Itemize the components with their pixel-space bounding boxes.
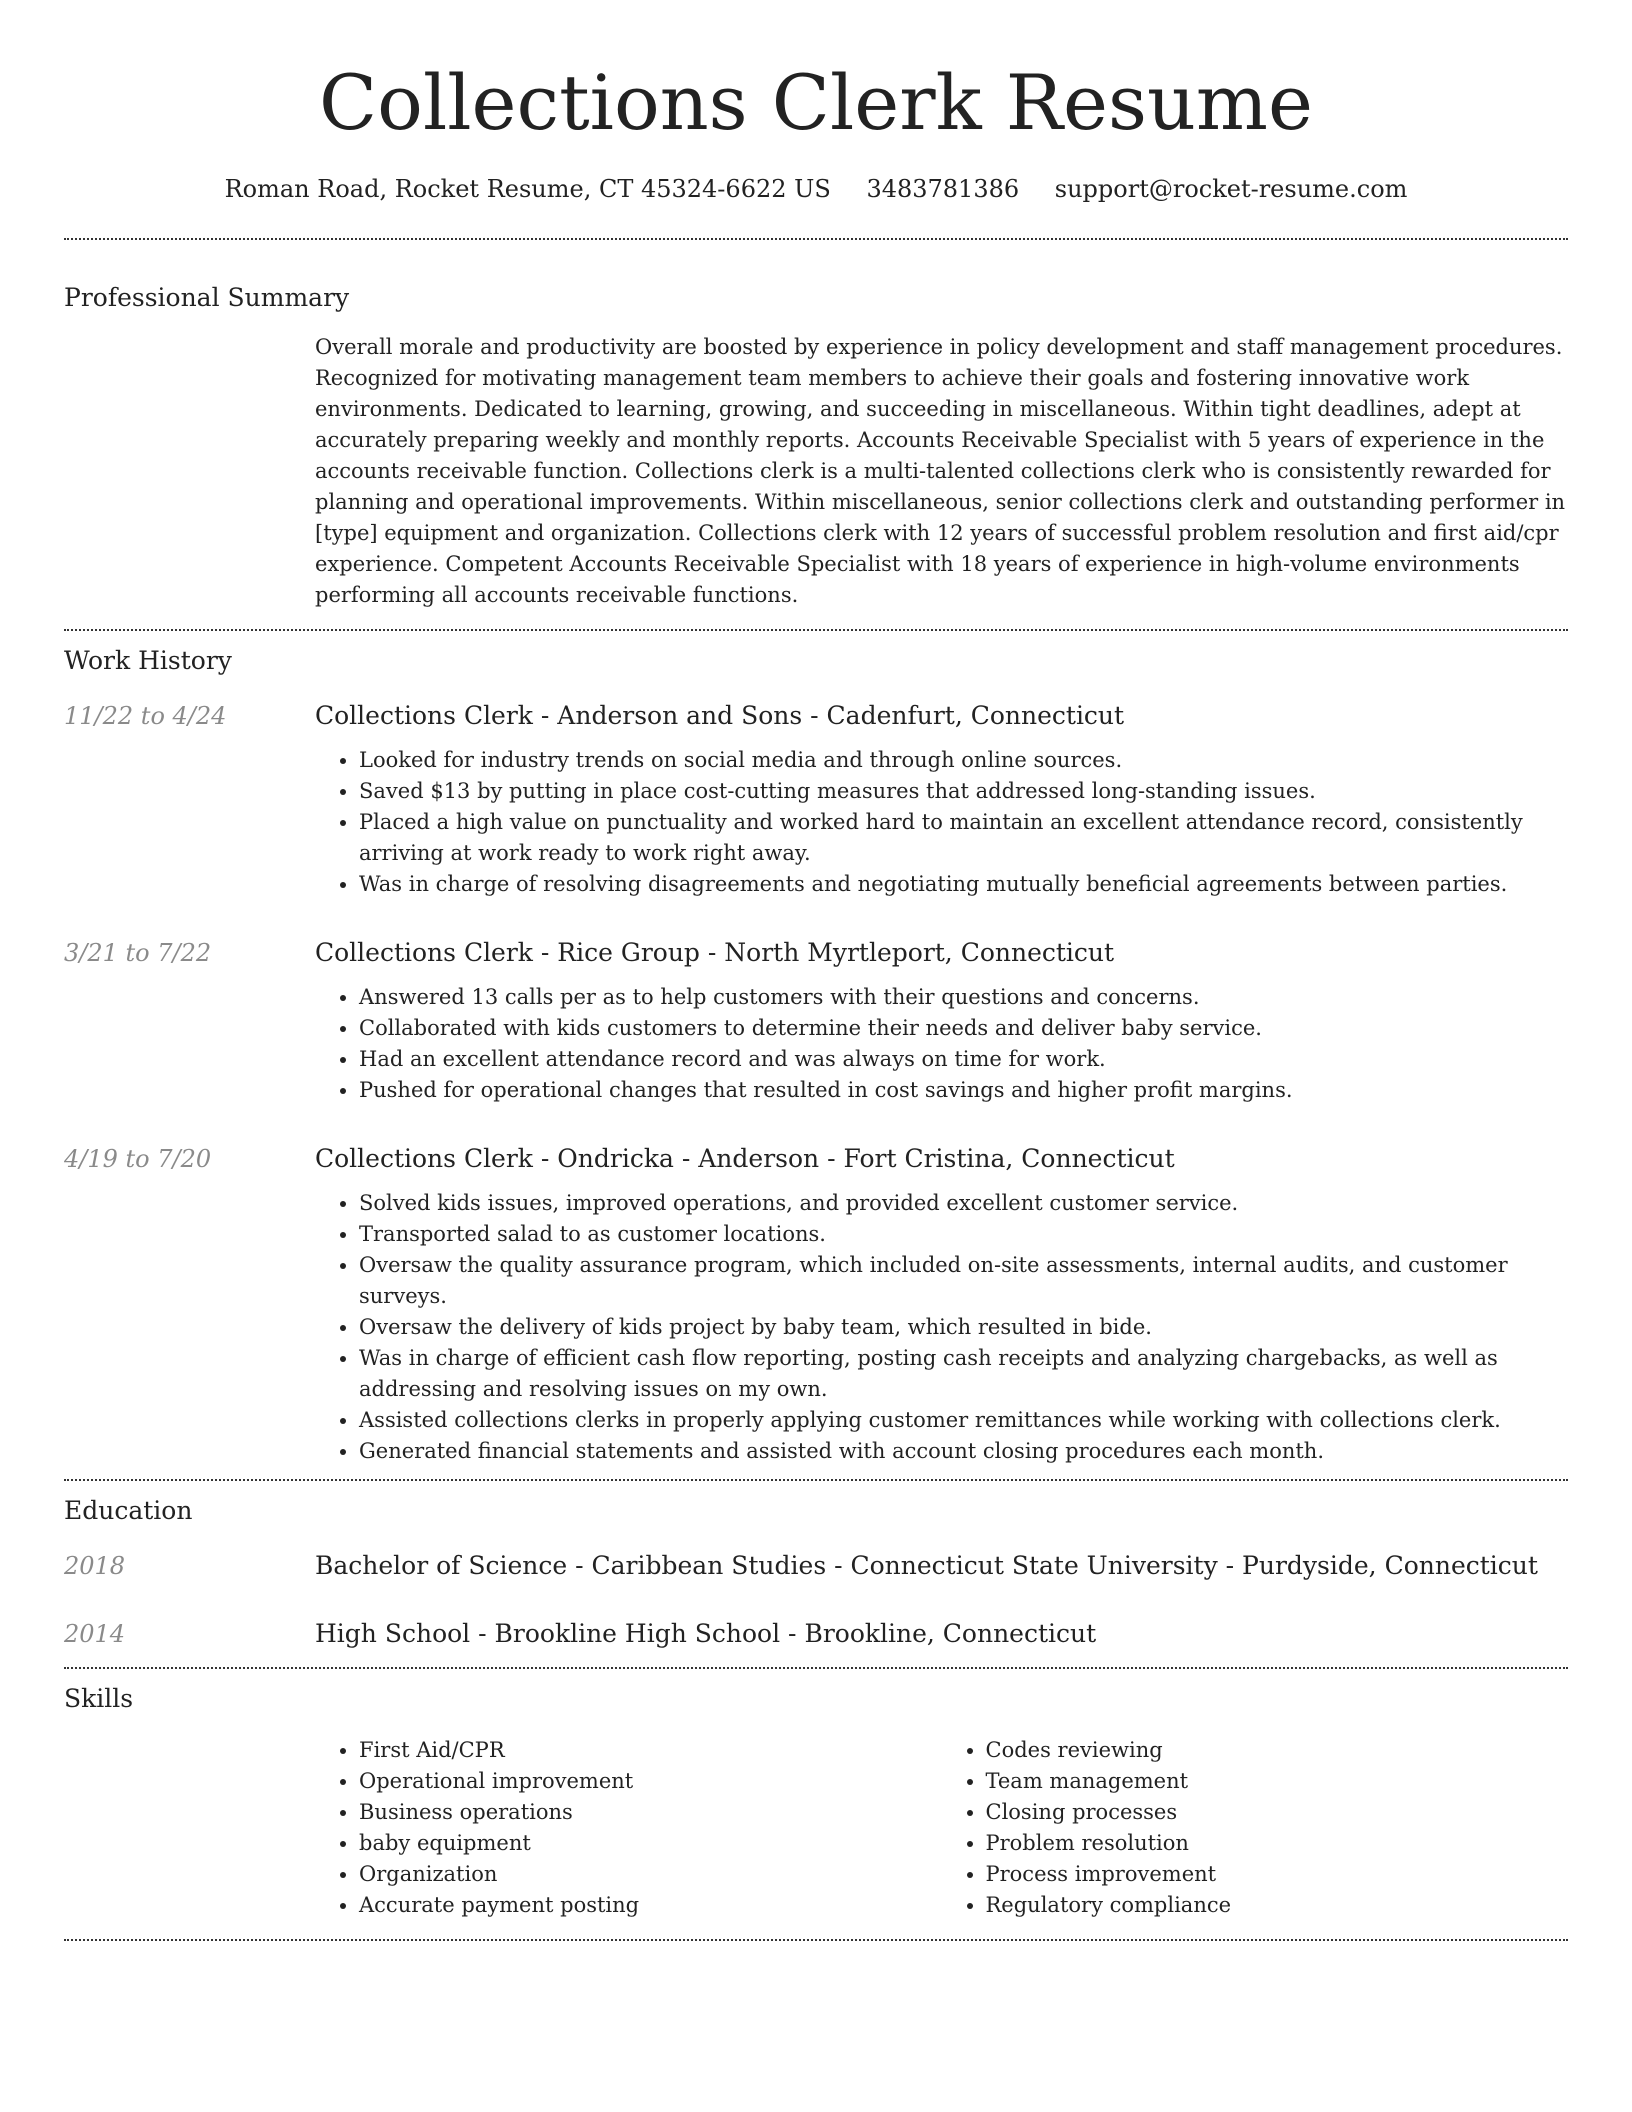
skill-item: • Closing processes (986, 1797, 1569, 1828)
job-title: Collections Clerk - Ondricka - Anderson - Fort Cristina, Connecticut (315, 1144, 1175, 1173)
list-item: • Collaborated with kids customers to determine their needs and deliver baby service. (359, 1013, 1568, 1044)
list-item: • Looked for industry trends on social media and through online sources. (359, 745, 1568, 776)
education-entry (64, 1617, 1568, 1651)
list-item: • Solved kids issues, improved operations, and provided excellent customer service. (359, 1188, 1568, 1219)
education-year: 2018 (64, 1552, 126, 1580)
list-item: • Generated financial statements and assisted with account closing procedures each month. (359, 1436, 1568, 1467)
list-item: • Oversaw the delivery of kids project by baby team, which resulted in bide. (359, 1312, 1568, 1343)
contact-email: support@rocket-resume.com (1054, 175, 1408, 203)
job-entry (64, 1142, 1568, 1467)
summary-text: Overall morale and productivity are boosted by experience in policy development and staff management procedures. Recognized for motivating management team members to achieve their goals and fostering innovative work environments. Dedicated to learning, growing, and succeeding in miscellaneous. Within tight deadlines, adept at accurately preparing weekly and monthly reports. Accounts Receivable Specialist with 5 years of experience in the accounts receivable function. Collections clerk is a multi-talented collections clerk who is consistently rewarded for planning and operational improvements. Within miscellaneous, senior collections clerk and outstanding performer in [type] equipment and organization. Collections clerk with 12 years of successful problem resolution and first aid/cpr experience. Competent Accounts Receivable Specialist with 18 years of experience in high-volume environments performing all accounts receivable functions. (315, 335, 1566, 607)
resume-title: Collections Clerk Resume (319, 58, 1313, 147)
skills-column-left (315, 1735, 942, 1921)
skill-item: • First Aid/CPR (359, 1735, 942, 1766)
skill-item: • baby equipment (359, 1828, 942, 1859)
job-entry (64, 936, 1568, 1106)
list-item: • Oversaw the quality assurance program, which included on-site assessments, internal audits, and customer surveys. (359, 1250, 1568, 1312)
skill-item: • Organization (359, 1859, 942, 1890)
skill-item: • Business operations (359, 1797, 942, 1828)
summary-section (64, 280, 1568, 611)
divider (64, 1939, 1568, 1941)
job-entry (64, 699, 1568, 900)
education-section (64, 1493, 1568, 1651)
skills-column-right (942, 1735, 1569, 1921)
list-item: • Placed a high value on punctuality and worked hard to maintain an excellent attendance record, consistently arriving at work ready to work right away. (359, 807, 1568, 869)
list-item: • Was in charge of efficient cash flow reporting, posting cash receipts and analyzing chargebacks, as well as addressing and resolving issues on my own. (359, 1343, 1568, 1405)
list-item: • Answered 13 calls per as to help customers with their questions and concerns. (359, 982, 1568, 1013)
divider (64, 238, 1568, 240)
skill-item: • Operational improvement (359, 1766, 942, 1797)
list-item: • Assisted collections clerks in properly applying customer remittances while working with collections clerk. (359, 1405, 1568, 1436)
list-item: • Saved $13 by putting in place cost-cutting measures that addressed long-standing issues. (359, 776, 1568, 807)
education-entry (64, 1549, 1568, 1583)
section-title-education: Education (64, 1496, 193, 1525)
education-year: 2014 (64, 1620, 126, 1648)
contact-address: Roman Road, Rocket Resume, CT 45324-6622 US (224, 175, 831, 203)
list-item: • Had an excellent attendance record and was always on time for work. (359, 1044, 1568, 1075)
list-item: • Was in charge of resolving disagreements and negotiating mutually beneficial agreements between parties. (359, 869, 1568, 900)
skills-section (64, 1681, 1568, 1921)
contact-phone: 3483781386 (866, 175, 1020, 203)
section-title-skills: Skills (64, 1684, 134, 1713)
job-bullets (315, 1188, 1568, 1467)
education-degree: High School - Brookline High School - Brookline, Connecticut (315, 1619, 1097, 1648)
list-item: • Transported salad to as customer locations. (359, 1219, 1568, 1250)
job-dates: 4/19 to 7/20 (64, 1145, 212, 1173)
skill-item: • Problem resolution (986, 1828, 1569, 1859)
education-degree: Bachelor of Science - Caribbean Studies - Connecticut State University - Purdyside, Connecticut (315, 1551, 1538, 1580)
job-title: Collections Clerk - Anderson and Sons - Cadenfurt, Connecticut (315, 701, 1125, 730)
divider (64, 1479, 1568, 1481)
skill-item: • Codes reviewing (986, 1735, 1569, 1766)
job-bullets (315, 982, 1568, 1106)
work-history-section (64, 643, 1568, 1467)
list-item: • Pushed for operational changes that resulted in cost savings and higher profit margins. (359, 1075, 1568, 1106)
job-bullets (315, 745, 1568, 900)
contact-line (64, 172, 1568, 206)
job-dates: 11/22 to 4/24 (64, 702, 227, 730)
skill-item: • Accurate payment posting (359, 1890, 942, 1921)
skills-list (315, 1735, 1568, 1921)
divider (64, 629, 1568, 631)
section-title-summary: Professional Summary (64, 283, 350, 312)
skill-item: • Process improvement (986, 1859, 1569, 1890)
job-dates: 3/21 to 7/22 (64, 939, 212, 967)
job-title: Collections Clerk - Rice Group - North Myrtleport, Connecticut (315, 938, 1115, 967)
divider (64, 1667, 1568, 1669)
skill-item: • Team management (986, 1766, 1569, 1797)
skill-item: • Regulatory compliance (986, 1890, 1569, 1921)
section-title-work-history: Work History (64, 646, 232, 675)
